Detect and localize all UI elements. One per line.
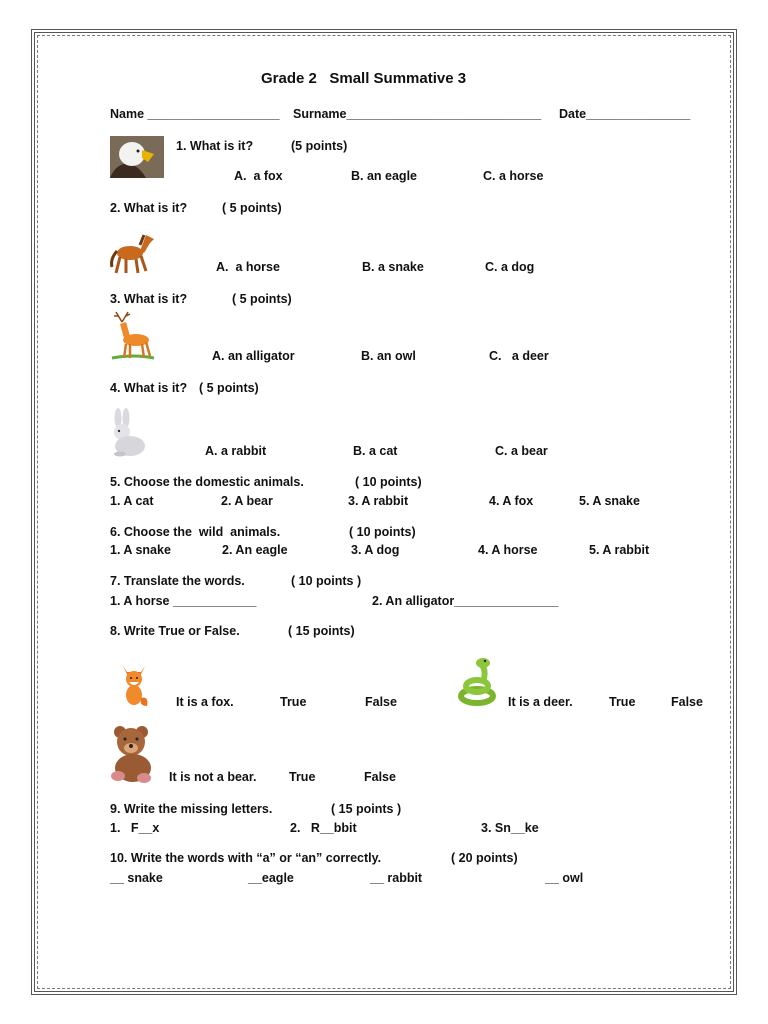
q2-option-a[interactable]: A. a horse bbox=[216, 260, 280, 274]
date-field[interactable]: Date_______________ bbox=[559, 107, 691, 121]
q8-fox-false[interactable]: False bbox=[365, 695, 397, 709]
eagle-icon bbox=[110, 136, 164, 178]
q1-points: (5 points) bbox=[291, 139, 348, 153]
deer-icon bbox=[108, 308, 158, 362]
horse-icon bbox=[108, 229, 156, 275]
q3-option-a[interactable]: A. an alligator bbox=[212, 349, 295, 363]
bear-icon bbox=[108, 724, 158, 784]
q9-question: 9. Write the missing letters. bbox=[110, 802, 273, 816]
q10-word-snake[interactable]: __ snake bbox=[110, 871, 163, 885]
q10-word-owl[interactable]: __ owl bbox=[545, 871, 584, 885]
q1-question: 1. What is it? bbox=[176, 139, 254, 153]
q3-question: 3. What is it? bbox=[110, 292, 188, 306]
q9-word-2[interactable]: 2. R__bbit bbox=[290, 821, 357, 835]
q9-word-1[interactable]: 1. F__x bbox=[110, 821, 160, 835]
q8-question: 8. Write True or False. bbox=[110, 624, 240, 638]
q6-option-4[interactable]: 4. A horse bbox=[478, 543, 538, 557]
q10-word-rabbit[interactable]: __ rabbit bbox=[370, 871, 423, 885]
q4-option-a[interactable]: A. a rabbit bbox=[205, 444, 267, 458]
page-title: Grade 2 Small Summative 3 bbox=[261, 70, 467, 87]
q7-item-horse[interactable]: 1. A horse ____________ bbox=[110, 594, 257, 608]
q5-option-3[interactable]: 3. A rabbit bbox=[348, 494, 409, 508]
q2-option-c[interactable]: C. a dog bbox=[485, 260, 535, 274]
q5-option-2[interactable]: 2. A bear bbox=[221, 494, 273, 508]
q2-option-b[interactable]: B. a snake bbox=[362, 260, 424, 274]
q2-points: ( 5 points) bbox=[222, 201, 282, 215]
q10-points: ( 20 points) bbox=[451, 851, 518, 865]
surname-field[interactable]: Surname____________________________ bbox=[293, 107, 542, 121]
q10-word-eagle[interactable]: __eagle bbox=[248, 871, 294, 885]
q1-option-b[interactable]: B. an eagle bbox=[351, 169, 417, 183]
q8-bear-false[interactable]: False bbox=[364, 770, 396, 784]
q7-points: ( 10 points ) bbox=[291, 574, 362, 588]
q4-points: ( 5 points) bbox=[199, 381, 259, 395]
q3-points: ( 5 points) bbox=[232, 292, 292, 306]
q3-option-b[interactable]: B. an owl bbox=[361, 349, 416, 363]
q4-question: 4. What is it? bbox=[110, 381, 188, 395]
q2-question: 2. What is it? bbox=[110, 201, 188, 215]
q6-question: 6. Choose the wild animals. bbox=[110, 525, 281, 539]
q6-option-2[interactable]: 2. An eagle bbox=[222, 543, 288, 557]
q8-statement-bear: It is not a bear. bbox=[169, 770, 257, 784]
q8-statement-deer: It is a deer. bbox=[508, 695, 573, 709]
q5-option-5[interactable]: 5. A snake bbox=[579, 494, 640, 508]
q7-question: 7. Translate the words. bbox=[110, 574, 245, 588]
q9-points: ( 15 points ) bbox=[331, 802, 402, 816]
q6-option-3[interactable]: 3. A dog bbox=[351, 543, 400, 557]
q5-question: 5. Choose the domestic animals. bbox=[110, 475, 304, 489]
q5-points: ( 10 points) bbox=[355, 475, 422, 489]
rabbit-icon bbox=[108, 408, 150, 458]
q8-fox-true[interactable]: True bbox=[280, 695, 307, 709]
q7-item-alligator[interactable]: 2. An alligator_______________ bbox=[372, 594, 559, 608]
q5-option-4[interactable]: 4. A fox bbox=[489, 494, 534, 508]
q4-option-b[interactable]: B. a cat bbox=[353, 444, 398, 458]
q8-statement-fox: It is a fox. bbox=[176, 695, 234, 709]
q3-option-c[interactable]: C. a deer bbox=[489, 349, 549, 363]
q9-word-3[interactable]: 3. Sn__ke bbox=[481, 821, 539, 835]
fox-icon bbox=[119, 662, 149, 708]
q8-points: ( 15 points) bbox=[288, 624, 355, 638]
name-field[interactable]: Name ___________________ bbox=[110, 107, 280, 121]
q10-question: 10. Write the words with “a” or “an” correctly. bbox=[110, 851, 382, 865]
q8-deer-false[interactable]: False bbox=[671, 695, 703, 709]
q5-option-1[interactable]: 1. A cat bbox=[110, 494, 154, 508]
snake-icon bbox=[457, 656, 497, 706]
q4-option-c[interactable]: C. a bear bbox=[495, 444, 548, 458]
q6-points: ( 10 points) bbox=[349, 525, 416, 539]
q8-deer-true[interactable]: True bbox=[609, 695, 636, 709]
q6-option-5[interactable]: 5. A rabbit bbox=[589, 543, 650, 557]
q1-option-a[interactable]: A. a fox bbox=[234, 169, 283, 183]
q6-option-1[interactable]: 1. A snake bbox=[110, 543, 171, 557]
q1-option-c[interactable]: C. a horse bbox=[483, 169, 544, 183]
q8-bear-true[interactable]: True bbox=[289, 770, 316, 784]
